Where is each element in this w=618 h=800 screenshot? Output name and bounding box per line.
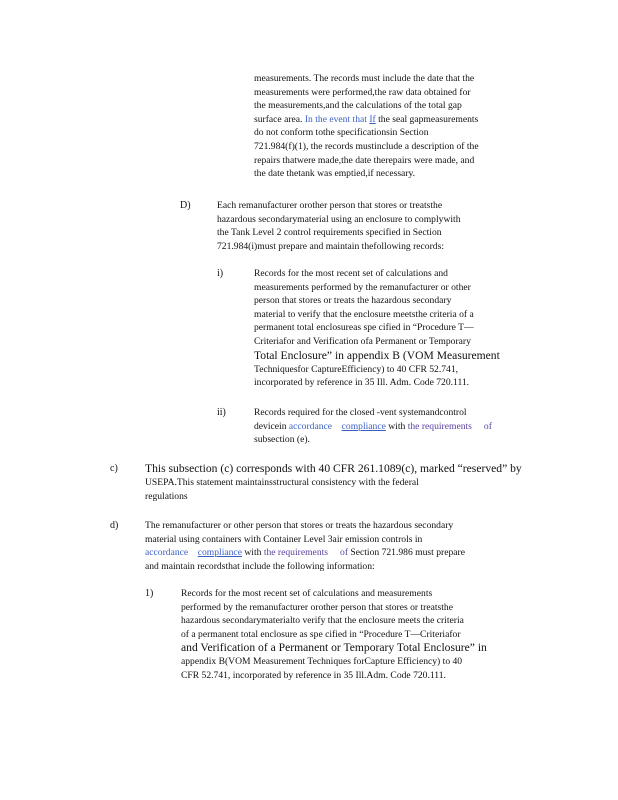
text-line: Total Enclosure” in appendix B (VOM Measurement (254, 348, 500, 362)
item-d-1-label: 1) (145, 588, 154, 599)
paragraph-continuation (254, 72, 532, 181)
text-run: devicein (254, 420, 289, 432)
inserted-text: of (483, 420, 492, 432)
text-line (254, 113, 532, 127)
item-c-text (145, 462, 539, 503)
item-D-ii-text (254, 406, 532, 447)
text-line: incorporated by reference in 35 Ill. Adm. Code 720.111. (254, 377, 470, 389)
text-line: person that stores or treats the hazardous secondary (254, 295, 452, 307)
inserted-link[interactable]: If (369, 113, 376, 125)
item-c-label: c) (110, 463, 118, 474)
text-line: Criteriafor and Verification ofa Permanent or Temporary (254, 335, 471, 347)
text-line: measurements were performed,the raw data obtained for (254, 86, 471, 98)
text-line: measurements. The records must include the date that the (254, 73, 475, 84)
text-line: This subsection (c) corresponds with 40 CFR 261.1089(c), marked “reserved” by (145, 462, 522, 475)
text-line: and maintain recordsthat include the following information: (145, 560, 375, 572)
text-line: and Verification of a Permanent or Temporary Total Enclosure” in (181, 641, 487, 655)
text-line: permanent total enclosureas spe cified in “Procedure T— (254, 322, 474, 334)
text-run: with (385, 420, 408, 432)
text-line: repairs thatwere made,the date therepairs were made, and (254, 154, 475, 166)
item-D-label: D) (180, 200, 191, 211)
text-line: regulations (145, 490, 188, 502)
text-line: the Tank Level 2 control requirements specified in Section (217, 227, 442, 239)
inserted-text: accordance (145, 547, 189, 559)
item-D-i-text (254, 267, 532, 390)
text-line: Techniquesfor CaptureEfficiency) to 40 CFR 52.741, (254, 363, 459, 375)
text-line: Records for the most recent set of calculations and measurements (181, 588, 433, 599)
item-d-text (145, 519, 529, 573)
text-line: CFR 52.741, incorporated by reference in 35 Ill.Adm. Code 720.111. (181, 669, 446, 681)
text-line: do not conform tothe specificationsin Section (254, 127, 429, 139)
inserted-text: the requirements (407, 420, 472, 432)
text-line: The remanufacturer or other person that stores or treats the hazardous secondary (145, 520, 454, 531)
text-line (254, 420, 532, 434)
item-d-label: d) (110, 520, 119, 531)
inserted-link[interactable]: compliance (197, 547, 242, 559)
text-line: Records required for the closed -vent systemandcontrol (254, 407, 467, 418)
item-D-ii-label: ii) (217, 407, 226, 418)
text-line: material using containers with Container Level 3air emission controls in (145, 533, 423, 545)
text-line: 721.984(f)(1), the records mustinclude a description of the (254, 140, 479, 152)
item-D-i-label: i) (217, 268, 224, 279)
text-line: of a permanent total enclosure as spe cified in “Procedure T—Criteriafor (181, 628, 461, 640)
text-line: appendix B(VOM Measurement Techniques forCapture Efficiency) to 40 (181, 656, 463, 668)
inserted-link[interactable]: compliance (341, 420, 386, 432)
text-line: the measurements,and the calculations of the total gap (254, 100, 462, 112)
text-line: USEPA.This statement maintainsstructural consistency with the federal (145, 477, 419, 488)
text-run: the seal gapmeasurements (375, 113, 479, 125)
inserted-text: accordance (288, 420, 333, 432)
text-line: the date thetank was emptied,if necessary. (254, 168, 416, 180)
text-line: performed by the remanufacturer orother person that stores or treatsthe (181, 601, 453, 613)
text-line: measurements performed by the remanufacturer or other (254, 281, 471, 293)
text-line: hazardous secondarymaterialto verify that the enclosure meets the criteria (181, 615, 464, 627)
text-line: material to verify that the enclosure meetsthe criteria of a (254, 308, 474, 320)
text-line: Each remanufacturer orother person that stores or treatsthe (217, 200, 443, 211)
text-line: Records for the most recent set of calculations and (254, 268, 448, 279)
text-run: Section 721.986 must prepare (348, 547, 465, 559)
item-d-1-text (181, 587, 533, 683)
text-line: subsection (e). (254, 434, 310, 446)
inserted-text: In the event that (304, 113, 370, 125)
text-run: surface area. (254, 113, 305, 125)
text-run: with (241, 547, 264, 559)
item-D-text (217, 199, 525, 253)
inserted-text: of (340, 547, 349, 559)
text-line: 721.984(i)must prepare and maintain thefollowing records: (217, 240, 444, 252)
text-line: hazardous secondarymaterial using an enclosure to complywith (217, 213, 461, 225)
inserted-text: the requirements (263, 547, 329, 559)
text-line (145, 546, 529, 560)
